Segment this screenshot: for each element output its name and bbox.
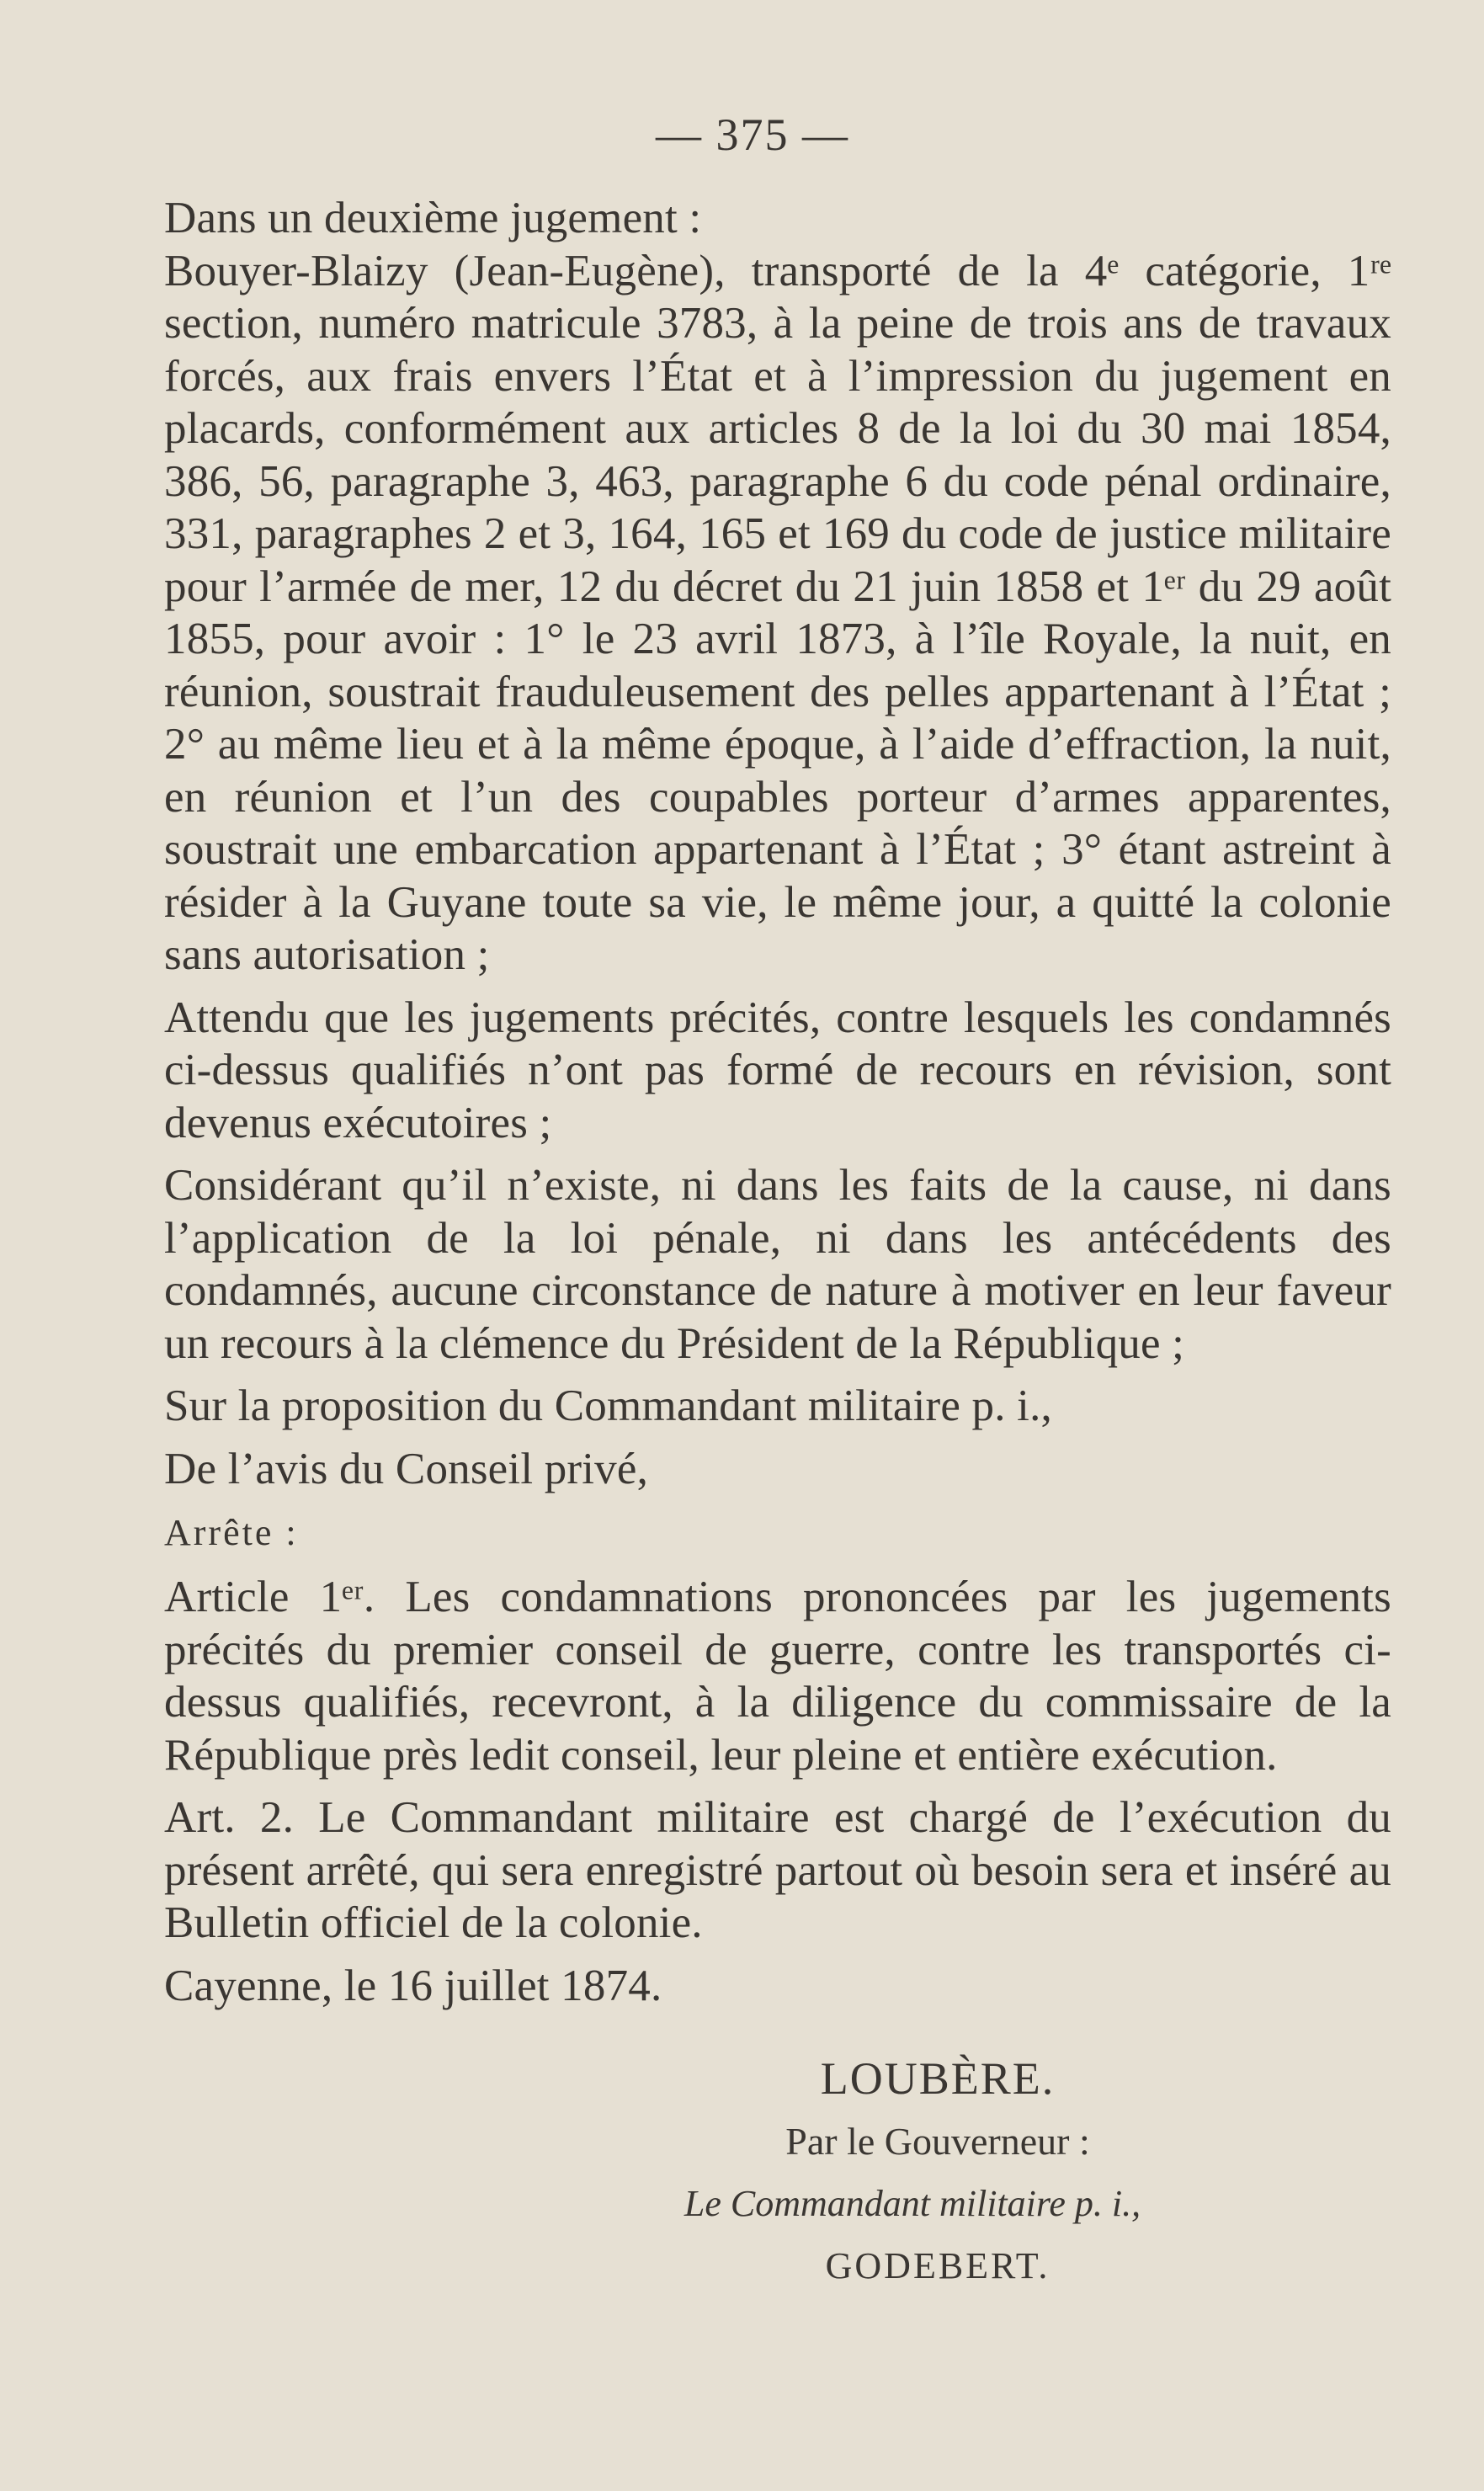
arrete-heading: Arrête : [164, 1512, 299, 1553]
article-2: Art. 2. Le Commandant militaire est chargé de l’exécution du présent arrêté, qui sera enregistré partout où besoin sera et inséré au Bulletin officiel de la colonie. [164, 1793, 1391, 1947]
paragraph-considerant: Considérant qu’il n’existe, ni dans les faits de la cause, ni dans l’application de la loi pénale, ni dans les antécédents des condamnés, aucune circonstance de nature à motiver en leur faveur un recours à la clémence du Président de la République ; [164, 1161, 1391, 1368]
signature-countersign: GODEBERT. [825, 2245, 1051, 2286]
paragraph-avis: De l’avis du Conseil privé, [164, 1444, 649, 1493]
signature-name: LOUBÈRE. [820, 2053, 1056, 2104]
paragraph-proposition: Sur la proposition du Commandant militaire p. i., [164, 1381, 1052, 1430]
signature-block [484, 2046, 1391, 2297]
paragraph-intro: Dans un deuxième jugement : [164, 194, 702, 242]
article-1: Article 1ᵉʳ. Les condamnations prononcées par les jugements précités du premier conseil de guerre, contre les transportés ci-dessus qualifiés, recevront, à la diligence du commissaire de la République près ledit conseil, leur pleine et entière exécution. [164, 1573, 1391, 1780]
paragraph-attendu: Attendu que les jugements précités, contre lesquels les condamnés ci-dessus qualifiés n’ont pas formé de recours en révision, sont devenus exécutoires ; [164, 993, 1391, 1147]
paragraph-sentence: Bouyer-Blaizy (Jean-Eugène), transporté de la 4ᵉ catégorie, 1ʳᵉ section, numéro matricule 3783, à la peine de trois ans de travaux forcés, aux frais envers l’État et à l’impression du jugement en placards, conformément aux articles 8 de la loi du 30 mai 1854, 386, 56, paragraphe 3, 463, paragraphe 6 du code pénal ordinaire, 331, paragraphes 2 et 3, 164, 165 et 169 du code de justice militaire pour l’armée de mer, 12 du décret du 21 juin 1858 et 1ᵉʳ du 29 août 1855, pour avoir : 1° le 23 avril 1873, à l’île Royale, la nuit, en réunion, soustrait frauduleusement des pelles appartenant à l’État ; 2° au même lieu et à la même époque, à l’aide d’effraction, la nuit, en réunion et l’un des coupables porteur d’armes apparentes, soustrait une embarcation appartenant à l’État ; 3° étant astreint à résider à la Guyane toute sa vie, le même jour, a quitté la colonie sans autorisation ; [164, 246, 1391, 979]
place-date: Cayenne, le 16 juillet 1874. [164, 1961, 662, 2010]
signature-title: Le Commandant militaire p. i., [683, 2183, 1141, 2224]
signature-by: Par le Gouverneur : [785, 2120, 1090, 2163]
page-number: — 375 — [656, 109, 849, 160]
